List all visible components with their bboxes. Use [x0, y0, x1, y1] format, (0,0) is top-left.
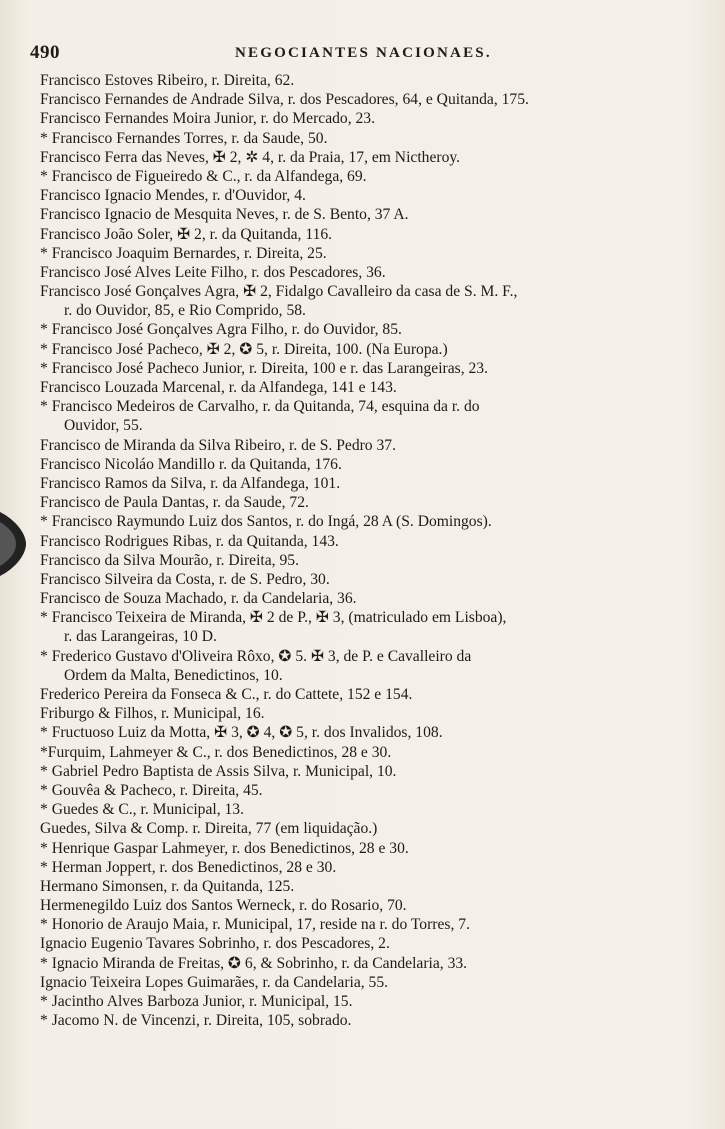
running-title: NEGOCIANTES NACIONAES.: [235, 45, 492, 61]
entry-continuation: r. das Larangeiras, 10 D.: [64, 628, 217, 646]
entry-line: * Gouvêa & Pacheco, r. Direita, 45.: [40, 781, 263, 799]
entry-line: Francisco Fernandes Moira Junior, r. do Mercado, 23.: [40, 110, 375, 128]
entry-line: Friburgo & Filhos, r. Municipal, 16.: [40, 705, 265, 723]
entry-line: * Francisco Raymundo Luiz dos Santos, r. do Ingá, 28 A (S. Domingos).: [40, 513, 492, 531]
entry-line: Ignacio Teixeira Lopes Guimarães, r. da Candelaria, 55.: [40, 973, 389, 991]
entry-continuation: r. do Ouvidor, 85, e Rio Comprido, 58.: [64, 302, 306, 320]
entry-continuation: Ordem da Malta, Benedictinos, 10.: [64, 666, 283, 684]
entry-line: Frederico Pereira da Fonseca & C., r. do Cattete, 152 e 154.: [40, 686, 413, 703]
entry-line: Hermano Simonsen, r. da Quitanda, 125.: [40, 877, 295, 895]
page-number: 490: [30, 42, 60, 63]
page-header: [30, 42, 670, 66]
entry-line: Francisco Ramos da Silva, r. da Alfandega, 101.: [40, 474, 341, 492]
entry-line: Francisco Ignacio Mendes, r. d'Ouvidor, 4.: [40, 187, 306, 205]
entry-line: Francisco de Paula Dantas, r. da Saude, 72.: [40, 494, 309, 512]
entry-line: * Jacintho Alves Barboza Junior, r. Municipal, 15.: [40, 993, 353, 1010]
entry-line: Francisco Silveira da Costa, r. de S. Pedro, 30.: [40, 570, 330, 588]
entry-line: Francisco de Miranda da Silva Ribeiro, r. de S. Pedro 37.: [40, 436, 396, 454]
entry-line: Francisco Rodrigues Ribas, r. da Quitanda, 143.: [40, 532, 339, 550]
entry-line: * Ignacio Miranda de Freitas, ✪ 6, & Sobrinho, r. da Candelaria, 33.: [40, 954, 468, 972]
entry-line: Hermenegildo Luiz dos Santos Werneck, r. do Rosario, 70.: [40, 897, 407, 915]
entry-line: * Francisco José Pacheco, ✠ 2, ✪ 5, r. Direita, 100. (Na Europa.): [40, 340, 448, 358]
entry-line: Francisco Nicoláo Mandillo r. da Quitanda, 176.: [40, 455, 342, 473]
entry-line: Francisco João Soler, ✠ 2, r. da Quitanda, 116.: [40, 225, 333, 243]
entry-line: Francisco José Alves Leite Filho, r. dos Pescadores, 36.: [40, 263, 386, 281]
entry-line: Francisco da Silva Mourão, r. Direita, 95.: [40, 551, 299, 569]
entry-line: * Honorio de Araujo Maia, r. Municipal, 17, reside na r. do Torres, 7.: [40, 916, 470, 934]
directory-entries: [40, 71, 680, 1030]
entry-line: * Guedes & C., r. Municipal, 13.: [40, 801, 244, 819]
entry-line: * Francisco José Pacheco Junior, r. Direita, 100 e r. das Larangeiras, 23.: [40, 359, 488, 377]
entry-line: Francisco de Souza Machado, r. da Candelaria, 36.: [40, 590, 357, 608]
entry-line: * Jacomo N. de Vincenzi, r. Direita, 105, sobrado.: [40, 1012, 352, 1030]
entry-line: * Fructuoso Luiz da Motta, ✠ 3, ✪ 4, ✪ 5, r. dos Invalidos, 108.: [40, 724, 443, 742]
entry-line: * Henrique Gaspar Lahmeyer, r. dos Benedictinos, 28 e 30.: [40, 839, 409, 857]
entry-line: * Frederico Gustavo d'Oliveira Rôxo, ✪ 5. ✠ 3, de P. e Cavalleiro da: [40, 647, 472, 665]
entry-line: * Francisco José Gonçalves Agra Filho, r. do Ouvidor, 85.: [40, 321, 402, 339]
entry-line: * Herman Joppert, r. dos Benedictinos, 28 e 30.: [40, 858, 337, 876]
entry-line: * Gabriel Pedro Baptista de Assis Silva, r. Municipal, 10.: [40, 762, 397, 780]
entry-line: * Francisco de Figueiredo & C., r. da Alfandega, 69.: [40, 167, 367, 185]
entry-line: * Francisco Teixeira de Miranda, ✠ 2 de P., ✠ 3, (matriculado em Lisboa),: [40, 609, 507, 627]
entry-line: Francisco Louzada Marcenal, r. da Alfandega, 141 e 143.: [40, 379, 397, 396]
entry-line: Francisco Fernandes de Andrade Silva, r. dos Pescadores, 64, e Quitanda, 175.: [40, 91, 529, 109]
entry-line: Francisco Estoves Ribeiro, r. Direita, 62.: [40, 72, 295, 89]
entry-line: * Francisco Fernandes Torres, r. da Saude, 50.: [40, 129, 328, 147]
entry-line: *Furquim, Lahmeyer & C., r. dos Benedictinos, 28 e 30.: [40, 743, 392, 761]
entry-line: Ignacio Eugenio Tavares Sobrinho, r. dos Pescadores, 2.: [40, 935, 390, 953]
entry-line: Francisco José Gonçalves Agra, ✠ 2, Fidalgo Cavalleiro da casa de S. M. F.,: [40, 283, 518, 301]
entry-continuation: Ouvidor, 55.: [64, 417, 143, 435]
entry-line: Francisco Ignacio de Mesquita Neves, r. de S. Bento, 37 A.: [40, 206, 409, 224]
entry-line: Francisco Ferra das Neves, ✠ 2, ✲ 4, r. da Praia, 17, em Nictheroy.: [40, 148, 461, 166]
entry-line: * Francisco Medeiros de Carvalho, r. da Quitanda, 74, esquina da r. do: [40, 398, 480, 416]
entry-line: * Francisco Joaquim Bernardes, r. Direita, 25.: [40, 244, 327, 262]
binding-shadow-mark: [0, 508, 28, 580]
entry-line: Guedes, Silva & Comp. r. Direita, 77 (em liquidação.): [40, 820, 378, 838]
